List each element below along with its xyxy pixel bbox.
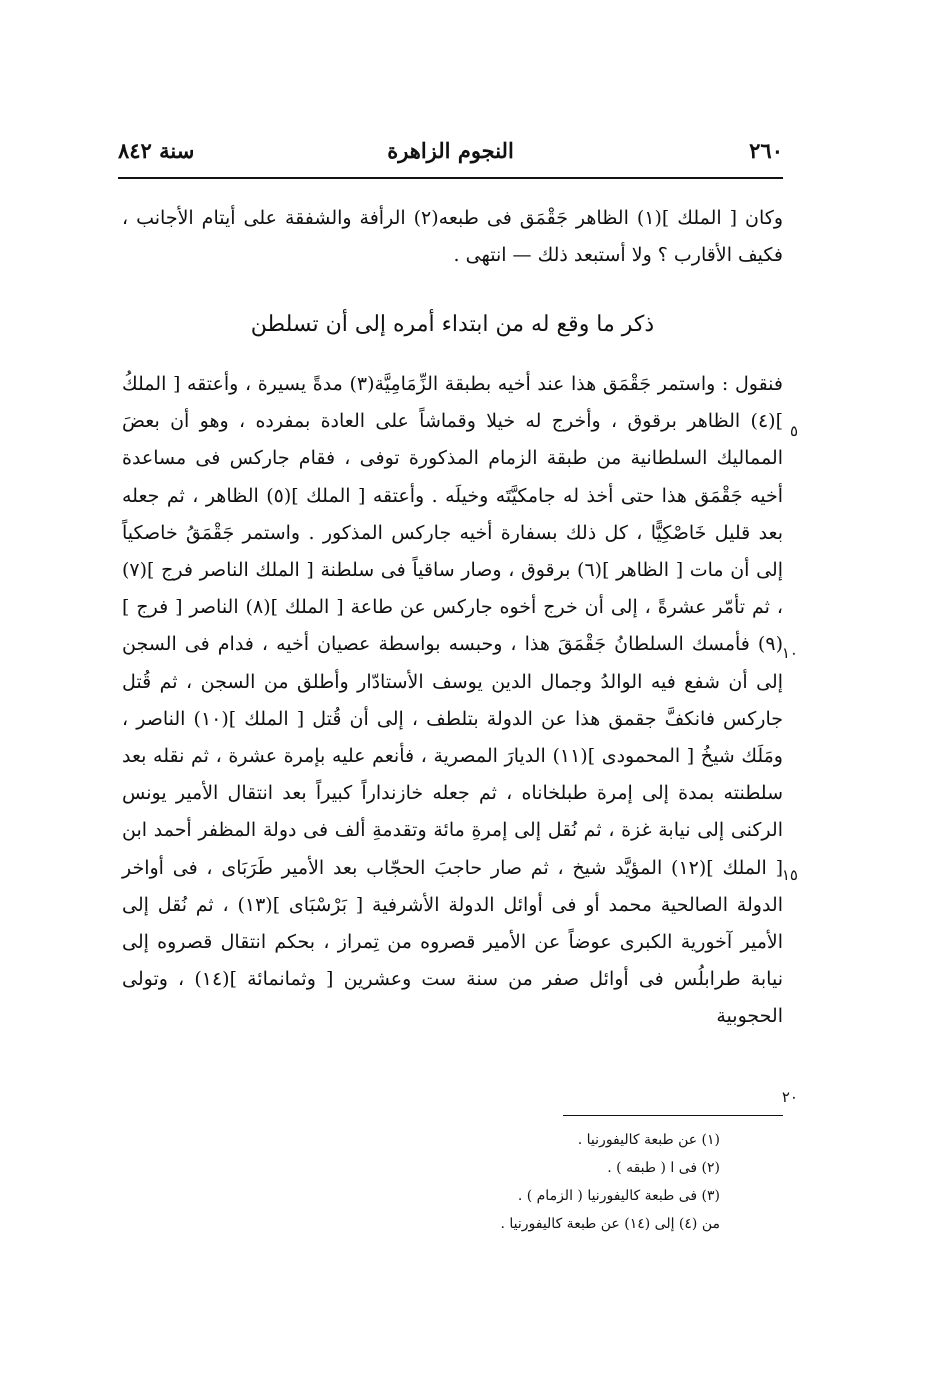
footnote-4: من (٤) إلى (١٤) عن طبعة كاليفورنيا . xyxy=(500,1216,720,1232)
section-heading: ذكر ما وقع له من ابتداء أمره إلى أن تسلطن xyxy=(250,312,655,337)
page-number: ٢٦٠ xyxy=(749,138,783,163)
footnotes xyxy=(430,1126,720,1238)
year-label: سنة ٨٤٢ xyxy=(118,138,195,163)
book-title: النجوم الزاهرة xyxy=(387,138,514,163)
body-paragraph: فنقول : واستمر جَقْمَق هذا عند أخيه بطبقة الزِّمَامِيَّة(٣) مدةً يسيرة ، وأعتقه [ الملكُ ](٤) الظاهر برقوق ، وأخرج له خيلا وقماشاً على العادة بمفرده ، وهو أن بعضَ المماليك السلطانية من طبقة الزمام المذكورة توفى ، فقام جاركس فى مساعدة أخيه جَقْمَق هذا حتى أخذ له جامكيَّتَه وخيلَه . وأعتقه [ الملك ](٥) الظاهر ، ثم جعله بعد قليل خَاصْكِيًّا ، كل ذلك بسفارة أخيه جاركس المذكور . واستمر جَقْمَقُ خاصكياً إلى أن مات [ الظاهر ](٦) برقوق ، وصار ساقياً فى سلطنة [ الملك الناصر فرج ](٧) ، ثم تأمّر عشرةً ، إلى أن خرج أخوه جاركس عن طاعة [ الملك ](٨) الناصر [ فرج ](٩) فأمسك السلطانُ جَقْمَقَ هذا ، وحبسه بواسطة عصيان أخيه ، فدام فى السجن إلى أن شفع فيه الوالدُ وجمال الدين يوسف الأستادّار وأطلق من السجن ، ثم قُتل جاركس فانكفَّ جقمق هذا عن الدولة بتلطف ، إلى أن قُتل [ الملك ](١٠) الناصر ، ومَلَك شيخُ [ المحمودى ](١١) الديارَ المصرية ، فأنعم عليه بإمرة عشرة ، ثم نقله بعد سلطنته بمدة إلى إمرة طبلخاناه ، ثم جعله خازنداراً كبيراً بعد انتقال الأمير يونس الركنى إلى نيابة غزة ، ثم نُقل إلى إمرةِ مائة وتقدمةِ ألف فى دولة المظفر أحمد ابن [ الملك ](١٢) المؤيَّد شيخ ، ثم صار حاجبَ الحجّاب بعد الأمير طَرَبَاى ، فى أواخر الدولة الصالحية محمد أو فى أوائل الدولة الأشرفية [ بَرْسْبَاى ](١٣) ، ثم نُقل إلى الأمير آخورية الكبرى عوضاً عن الأمير قصروه من تِمراز ، بحكم انتقال قصروه إلى نيابة طرابلُس فى أوائل صفر من سنة ست وعشرين [ وثمانمائة ](١٤) ، وتولى الحجوبية xyxy=(122,373,784,1028)
running-header xyxy=(118,138,783,174)
intro-text: وكان [ الملك ](١) الظاهر جَقْمَق فى طبعه(٢) الرأفة والشفقة على أيتام الأجانب ، فكيف الأقارب ؟ ولا أستبعد ذلك — انتهى . xyxy=(122,207,783,267)
footnote-rule xyxy=(563,1115,783,1116)
main-text-block xyxy=(122,366,783,1036)
line-number-10: ١٠ xyxy=(781,644,798,662)
line-number-5: ٥ xyxy=(789,422,798,440)
footnote-2: (٢) فى ا ( طبقه ) . xyxy=(607,1160,720,1176)
line-number-15: ١٥ xyxy=(781,866,798,884)
footnote-1: (١) عن طبعة كاليفورنيا . xyxy=(577,1132,720,1148)
line-number-20: ٢٠ xyxy=(781,1088,798,1106)
footnote-3: (٣) فى طبعة كاليفورنيا ( الزمام ) . xyxy=(517,1188,720,1204)
intro-paragraph xyxy=(122,200,783,274)
header-rule xyxy=(118,177,783,179)
